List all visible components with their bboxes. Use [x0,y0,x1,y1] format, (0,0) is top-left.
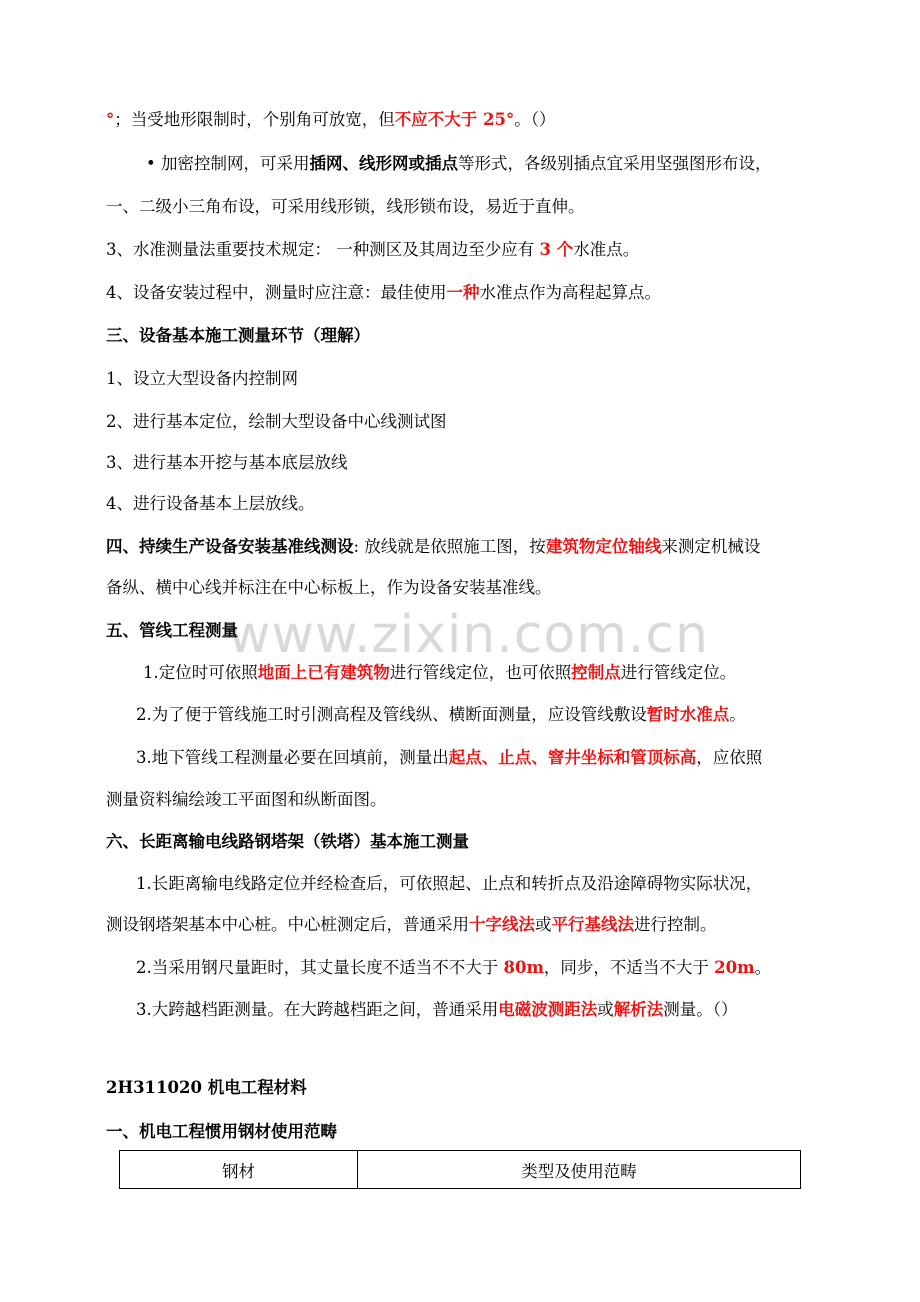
text-span: 或 [597,1000,614,1019]
text-span: 测量资料编绘竣工平面图和纵断面图。 [106,790,387,809]
highlight-20m: 20m [714,958,755,977]
text-line-16 [136,746,876,770]
text-span: 3、水准测量法重要技术规定： 一种测区及其周边至少应有 [106,240,540,259]
text-span: 2、进行基本定位，绘制大型设备中心线测试图 [106,412,447,431]
text-line-5 [106,281,846,305]
text-span: 3.地下管线工程测量必要在回填前，测量出 [136,748,449,767]
text-line-1 [106,108,846,132]
section-heading-6 [106,830,846,854]
highlight-parallel-baseline: 平行基线法 [551,915,634,934]
section-heading-steel [106,1120,846,1144]
highlight-existing-buildings: 地面上已有建筑物 [257,663,390,682]
steel-materials-table [119,1150,801,1189]
text-line-15 [136,703,876,727]
text-span: 一、机电工程惯用钢材使用范畴 [106,1122,337,1141]
text-span: 测设钢塔架基本中心桩。中心桩测定后，普通采用 [106,915,469,934]
section-heading-5 [106,619,846,643]
header-steel: 钢材 [120,1151,358,1189]
text-span: 。（） [514,110,556,129]
text-span: 水准点。 [573,240,640,259]
section-heading-3 [106,324,846,348]
text-span: 3.大跨越档距测量。在大跨越档距之间，普通采用 [136,1000,499,1019]
highlight-80m: 80m [503,958,544,977]
text-line-2 [146,152,886,176]
text-span: 六、长距离输电线路钢塔架（铁塔）基本施工测量 [106,832,469,851]
text-span: 3、进行基本开挖与基本底层放线 [106,453,348,472]
text-span: 1.定位时可依照 [143,663,258,682]
highlight-temp-benchmark: 暂时水准点 [646,705,730,724]
text-span: 1、设立大型设备内控制网 [106,369,298,388]
text-line-8 [106,410,846,434]
text-span: 进行控制。 [634,915,717,934]
text-span: 五、管线工程测量 [106,621,238,640]
text-span: 一、二级小三角布设，可采用线形锁，线形锁布设，易近于直伸。 [106,197,585,216]
highlight-analytic-method: 解析法 [613,1000,664,1019]
text-line-17 [106,788,846,812]
text-line-19 [136,872,876,896]
text-span: 三、设备基本施工测量环节（理解） [106,326,370,345]
degree-mark: ° [106,110,115,129]
text-line-12 [106,576,846,600]
text-span: 1.长距离输电线路定位并经检查后，可依照起、止点和转折点及沿途障碍物实际状况， [136,874,763,893]
text-span: ；当受地形限制时，个别角可放宽，但 [114,110,395,129]
highlight-25-degrees: 不应不大于 25° [394,110,515,129]
text-line-14 [143,661,883,685]
highlight-cross-line: 十字线法 [469,915,535,934]
highlight-coordinates: 起点、止点、窨井坐标和管顶标高 [448,748,697,767]
text-span: ，应依照 [696,748,763,767]
text-span: 水准点作为高程起算点。 [479,283,661,302]
text-line-3 [106,195,846,219]
text-span: • 加密控制网，可采用 [146,154,310,173]
text-line-10 [106,492,846,516]
text-span: 来测定机械设 [661,537,761,556]
text-span: 2H311020 机电工程材料 [106,1078,307,1097]
text-span: 4、设备安装过程中，测量时应注意：最佳使用 [106,283,447,302]
text-line-11 [106,535,846,559]
text-line-20 [106,913,846,937]
text-span: : 放线就是依照施工图，按 [353,537,546,556]
watermark: www.zixin.com.cn [228,605,709,665]
table-header-row [120,1151,801,1189]
text-span: 4、进行设备基本上层放线。 [106,494,315,513]
text-line-22 [136,998,876,1022]
header-types-usage: 类型及使用范畴 [358,1151,801,1189]
text-line-4 [106,238,846,262]
highlight-axis: 建筑物定位轴线 [545,537,662,556]
highlight-one-kind: 一种 [446,283,480,302]
highlight-emd-method: 电磁波测距法 [498,1000,598,1019]
text-span: 。 [754,958,772,977]
text-span: 2.为了便于管线施工时引测高程及管线纵、横断面测量，应设管线敷设 [136,705,647,724]
text-span: ，同步，不适当不大于 [543,958,715,977]
text-span: 测量。（） [663,1000,738,1019]
text-span: 或 [535,915,552,934]
text-line-21 [136,956,876,980]
highlight-control-points: 控制点 [571,663,621,682]
text-span: 备纵、横中心线并标注在中心标板上，作为设备安装基准线。 [106,578,552,597]
section-heading-4: 四、持续生产设备安装基准线测设 [106,537,354,556]
text-span: 进行管线定位。 [620,663,737,682]
text-line-7 [106,367,846,391]
text-span: 2.当采用钢尺量距时，其丈量长度不适当不不大于 [136,958,504,977]
bold-insertion-methods: 插网、线形网或插点 [309,154,458,173]
text-span: 进行管线定位，也可依照 [389,663,572,682]
text-span: 。 [729,705,746,724]
text-span: 等形式，各级别插点宜采用坚强图形布设， [457,154,772,173]
chapter-title [106,1076,846,1100]
highlight-3-points: 3 个 [539,240,574,259]
text-line-9 [106,451,846,475]
